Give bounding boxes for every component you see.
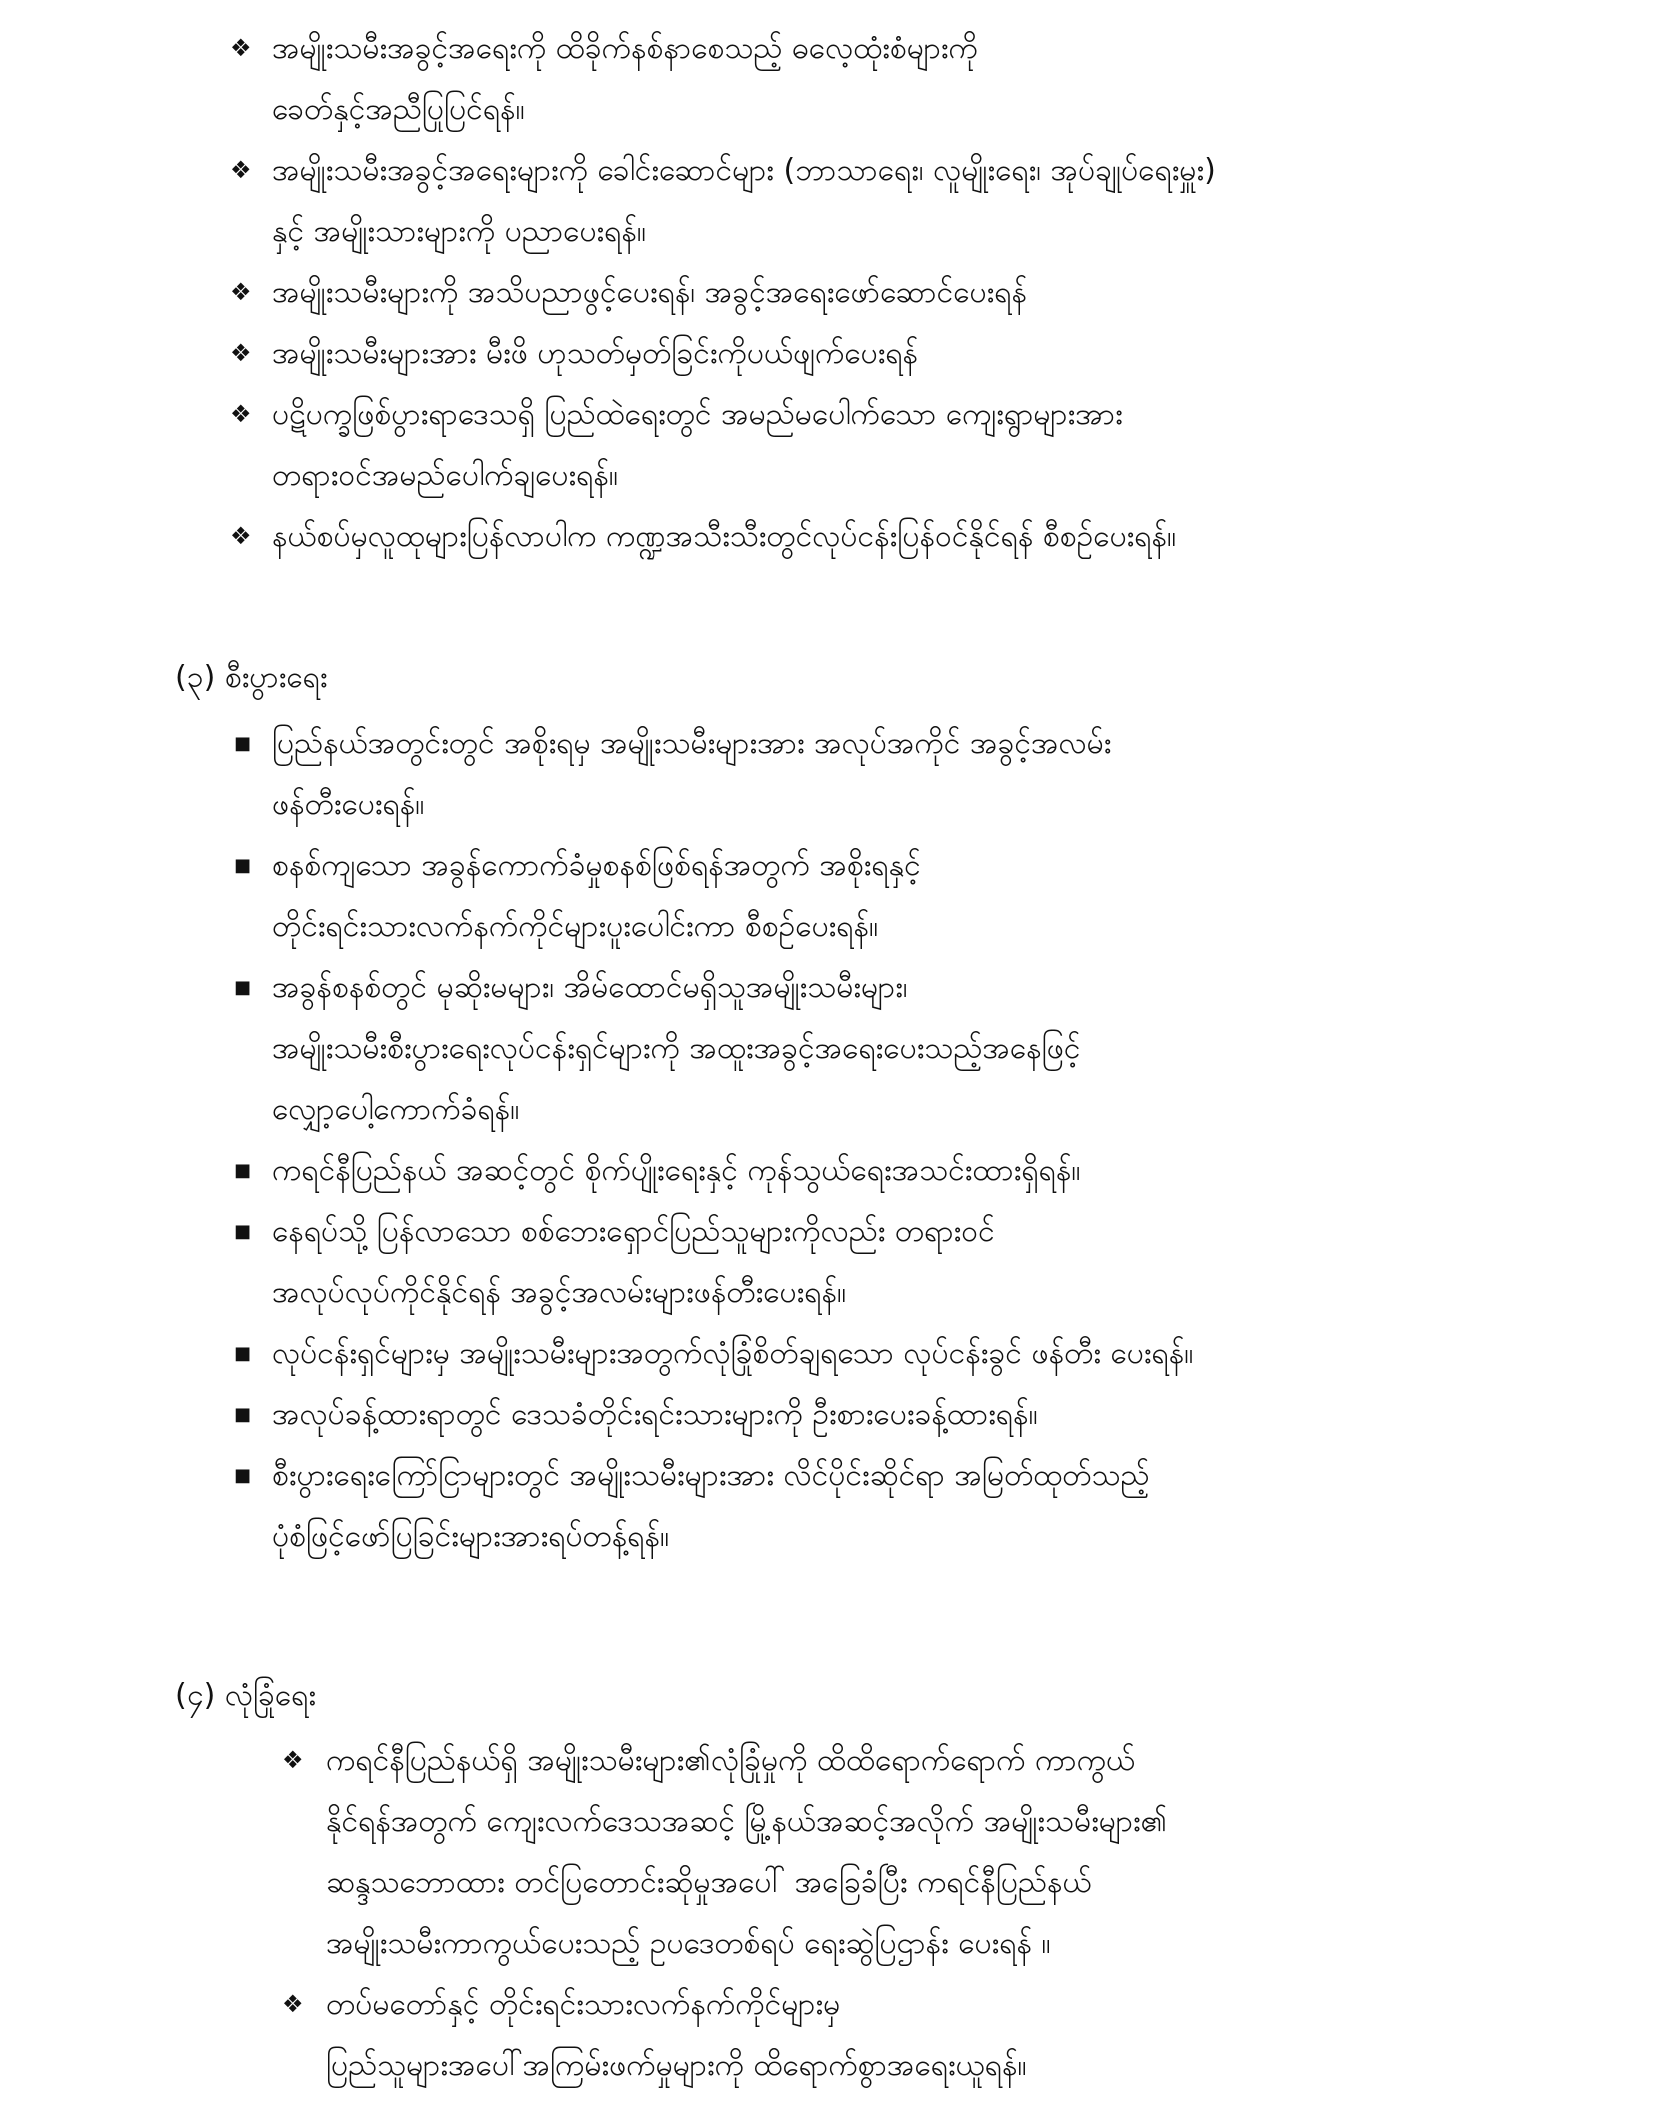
- list-item-text: [326, 1730, 1542, 1974]
- text-line: ကရင်နီပြည်နယ်ရှိ အမျိုးသမီးများ၏လုံခြုံမှုကို ထိထိရောက်ရောက် ကာကွယ်: [326, 1743, 1136, 1778]
- text-line: အလုပ်ခန့်ထားရာတွင် ဒေသခံတိုင်းရင်းသားများကို ဦးစားပေးခန့်ထားရန်။: [272, 1397, 1038, 1432]
- list-item-text: [272, 323, 1530, 384]
- list-item-text: [272, 957, 1530, 1140]
- text-line: စီးပွားရေးကြော်ငြာများတွင် အမျိုးသမီးများအား လိင်ပိုင်းဆိုင်ရာ အမြတ်ထုတ်သည့်: [272, 1458, 1150, 1493]
- text-line: တိုင်းရင်းသားလက်နက်ကိုင်များပူးပေါင်းကာ စီစဉ်ပေးရန်။: [272, 909, 879, 944]
- text-line: ပြည်သူများအပေါ်အကြမ်းဖက်မှုများကို ထိရောက်စွာအရေးယူရန်။: [326, 2048, 1027, 2083]
- list-item: [230, 1384, 1530, 1445]
- list-item: [230, 262, 1530, 323]
- list-item: [230, 384, 1530, 506]
- diamond-bullet-icon: ❖: [230, 156, 252, 184]
- list-item-text: [272, 140, 1530, 262]
- text-line: ဆန္ဒသဘောထား တင်ပြတောင်းဆိုမှုအပေါ် အခြေခံပြီး ကရင်နီပြည်နယ်: [326, 1865, 1092, 1900]
- list-item: [230, 140, 1530, 262]
- list-item: [282, 1974, 1542, 2096]
- list-item-text: [272, 835, 1530, 957]
- text-line: ဖန်တီးပေးရန်။: [272, 787, 425, 822]
- list-item-text: [272, 1140, 1530, 1201]
- text-line: တပ်မတော်နှင့် တိုင်းရင်းသားလက်နက်ကိုင်များမှ: [326, 1987, 841, 2022]
- text-line: အလုပ်လုပ်ကိုင်နိုင်ရန် အခွင့်အလမ်းများဖန်တီးပေးရန်။: [272, 1275, 847, 1310]
- text-line: နှင့် အမျိုးသားများကို ပညာပေးရန်။: [272, 214, 647, 249]
- square-bullet-icon: ■: [234, 1465, 252, 1486]
- list-item-text: [272, 18, 1530, 140]
- text-line: အမျိုးသမီးအခွင့်အရေးများကို ခေါင်းဆောင်များ (ဘာသာရေး၊ လူမျိုးရေး၊ အုပ်ချုပ်ရေးမှူး): [272, 153, 1216, 188]
- text-line: ခေတ်နှင့်အညီပြုပြင်ရန်။: [272, 92, 525, 127]
- section-heading-security: (၄) လုံခြုံရေး: [175, 1678, 316, 1713]
- diamond-bullet-icon: ❖: [230, 278, 252, 306]
- list-item-text: [272, 713, 1530, 835]
- list-item-text: [272, 384, 1530, 506]
- list-item: [230, 835, 1530, 957]
- text-line: နေရပ်သို့ ပြန်လာသော စစ်ဘေးရှောင်ပြည်သူများကိုလည်း တရားဝင်: [272, 1214, 995, 1249]
- list-item-text: [272, 1323, 1530, 1384]
- section-heading-economy: (၃) စီးပွားရေး: [175, 660, 328, 695]
- policy-list-previous-section: [230, 18, 1530, 567]
- policy-list-security: [282, 1730, 1542, 2096]
- list-item-text: [272, 1445, 1530, 1567]
- text-line: အမျိုးသမီးအခွင့်အရေးကို ထိခိုက်နစ်နာစေသည့် ဓလေ့ထုံးစံများကို: [272, 31, 978, 66]
- square-bullet-icon: ■: [234, 1160, 252, 1181]
- square-bullet-icon: ■: [234, 1404, 252, 1425]
- square-bullet-icon: ■: [234, 733, 252, 754]
- list-item: [230, 1140, 1530, 1201]
- text-line: ပဋိပက္ခဖြစ်ပွားရာဒေသရှိ ပြည်ထဲရေးတွင် အမည်မပေါက်သော ကျေးရွာများအား: [272, 397, 1123, 432]
- text-line: လုပ်ငန်းရှင်များမှ အမျိုးသမီးများအတွက်လုံခြုံစိတ်ချရသော လုပ်ငန်းခွင် ဖန်တီး ပေးရန်။: [272, 1336, 1194, 1371]
- diamond-bullet-icon: ❖: [282, 1990, 304, 2018]
- text-line: အမျိုးသမီးများကို အသိပညာဖွင့်ပေးရန်၊ အခွင့်အရေးဖော်ဆောင်ပေးရန်: [272, 275, 1028, 310]
- policy-list-economy: [230, 713, 1530, 1567]
- list-item-text: [326, 1974, 1542, 2096]
- list-item-text: [272, 262, 1530, 323]
- diamond-bullet-icon: ❖: [230, 339, 252, 367]
- square-bullet-icon: ■: [234, 1343, 252, 1364]
- list-item-text: [272, 1384, 1530, 1445]
- text-line: လျှော့ပေါ့ကောက်ခံရန်။: [272, 1092, 520, 1127]
- text-line: စနစ်ကျသော အခွန်ကောက်ခံမှုစနစ်ဖြစ်ရန်အတွက် အစိုးရနှင့်: [272, 848, 921, 883]
- list-item-text: [272, 506, 1530, 567]
- list-item: [230, 323, 1530, 384]
- diamond-bullet-icon: ❖: [230, 34, 252, 62]
- list-item: [230, 1323, 1530, 1384]
- diamond-bullet-icon: ❖: [230, 522, 252, 550]
- list-item-text: [272, 1201, 1530, 1323]
- text-line: အမျိုးသမီးကာကွယ်ပေးသည့် ဥပဒေတစ်ရပ် ရေးဆွဲပြဌာန်း ပေးရန် ။: [326, 1926, 1051, 1961]
- text-line: နယ်စပ်မှလူထုများပြန်လာပါက ကဏ္ဍအသီးသီးတွင်လုပ်ငန်းပြန်ဝင်နိုင်ရန် စီစဉ်ပေးရန်။: [272, 519, 1177, 554]
- text-line: ပြည်နယ်အတွင်းတွင် အစိုးရမှ အမျိုးသမီးများအား အလုပ်အကိုင် အခွင့်အလမ်း: [272, 726, 1112, 761]
- square-bullet-icon: ■: [234, 855, 252, 876]
- text-line: နိုင်ရန်အတွက် ကျေးလက်ဒေသအဆင့် မြို့နယ်အဆင့်အလိုက် အမျိုးသမီးများ၏: [326, 1804, 1168, 1839]
- list-item: [230, 957, 1530, 1140]
- diamond-bullet-icon: ❖: [230, 400, 252, 428]
- text-line: တရားဝင်အမည်ပေါက်ချပေးရန်။: [272, 458, 618, 493]
- text-line: ပုံစံဖြင့်ဖော်ပြခြင်းများအားရပ်တန့်ရန်။: [272, 1519, 670, 1554]
- list-item: [230, 18, 1530, 140]
- list-item: [230, 1445, 1530, 1567]
- list-item: [230, 713, 1530, 835]
- text-line: အခွန်စနစ်တွင် မုဆိုးမများ၊ အိမ်ထောင်မရှိသူအမျိုးသမီးများ၊: [272, 970, 908, 1005]
- square-bullet-icon: ■: [234, 1221, 252, 1242]
- text-line: အမျိုးသမီးများအား မီးဖိ ဟုသတ်မှတ်ခြင်းကိုပယ်ဖျက်ပေးရန်: [272, 336, 919, 371]
- text-line: ကရင်နီပြည်နယ် အဆင့်တွင် စိုက်ပျိုးရေးနှင့် ကုန်သွယ်ရေးအသင်းထားရှိရန်။: [272, 1153, 1081, 1188]
- list-item: [282, 1730, 1542, 1974]
- list-item: [230, 506, 1530, 567]
- list-item: [230, 1201, 1530, 1323]
- text-line: အမျိုးသမီးစီးပွားရေးလုပ်ငန်းရှင်များကို အထူးအခွင့်အရေးပေးသည့်အနေဖြင့်: [272, 1031, 1081, 1066]
- diamond-bullet-icon: ❖: [282, 1746, 304, 1774]
- square-bullet-icon: ■: [234, 977, 252, 998]
